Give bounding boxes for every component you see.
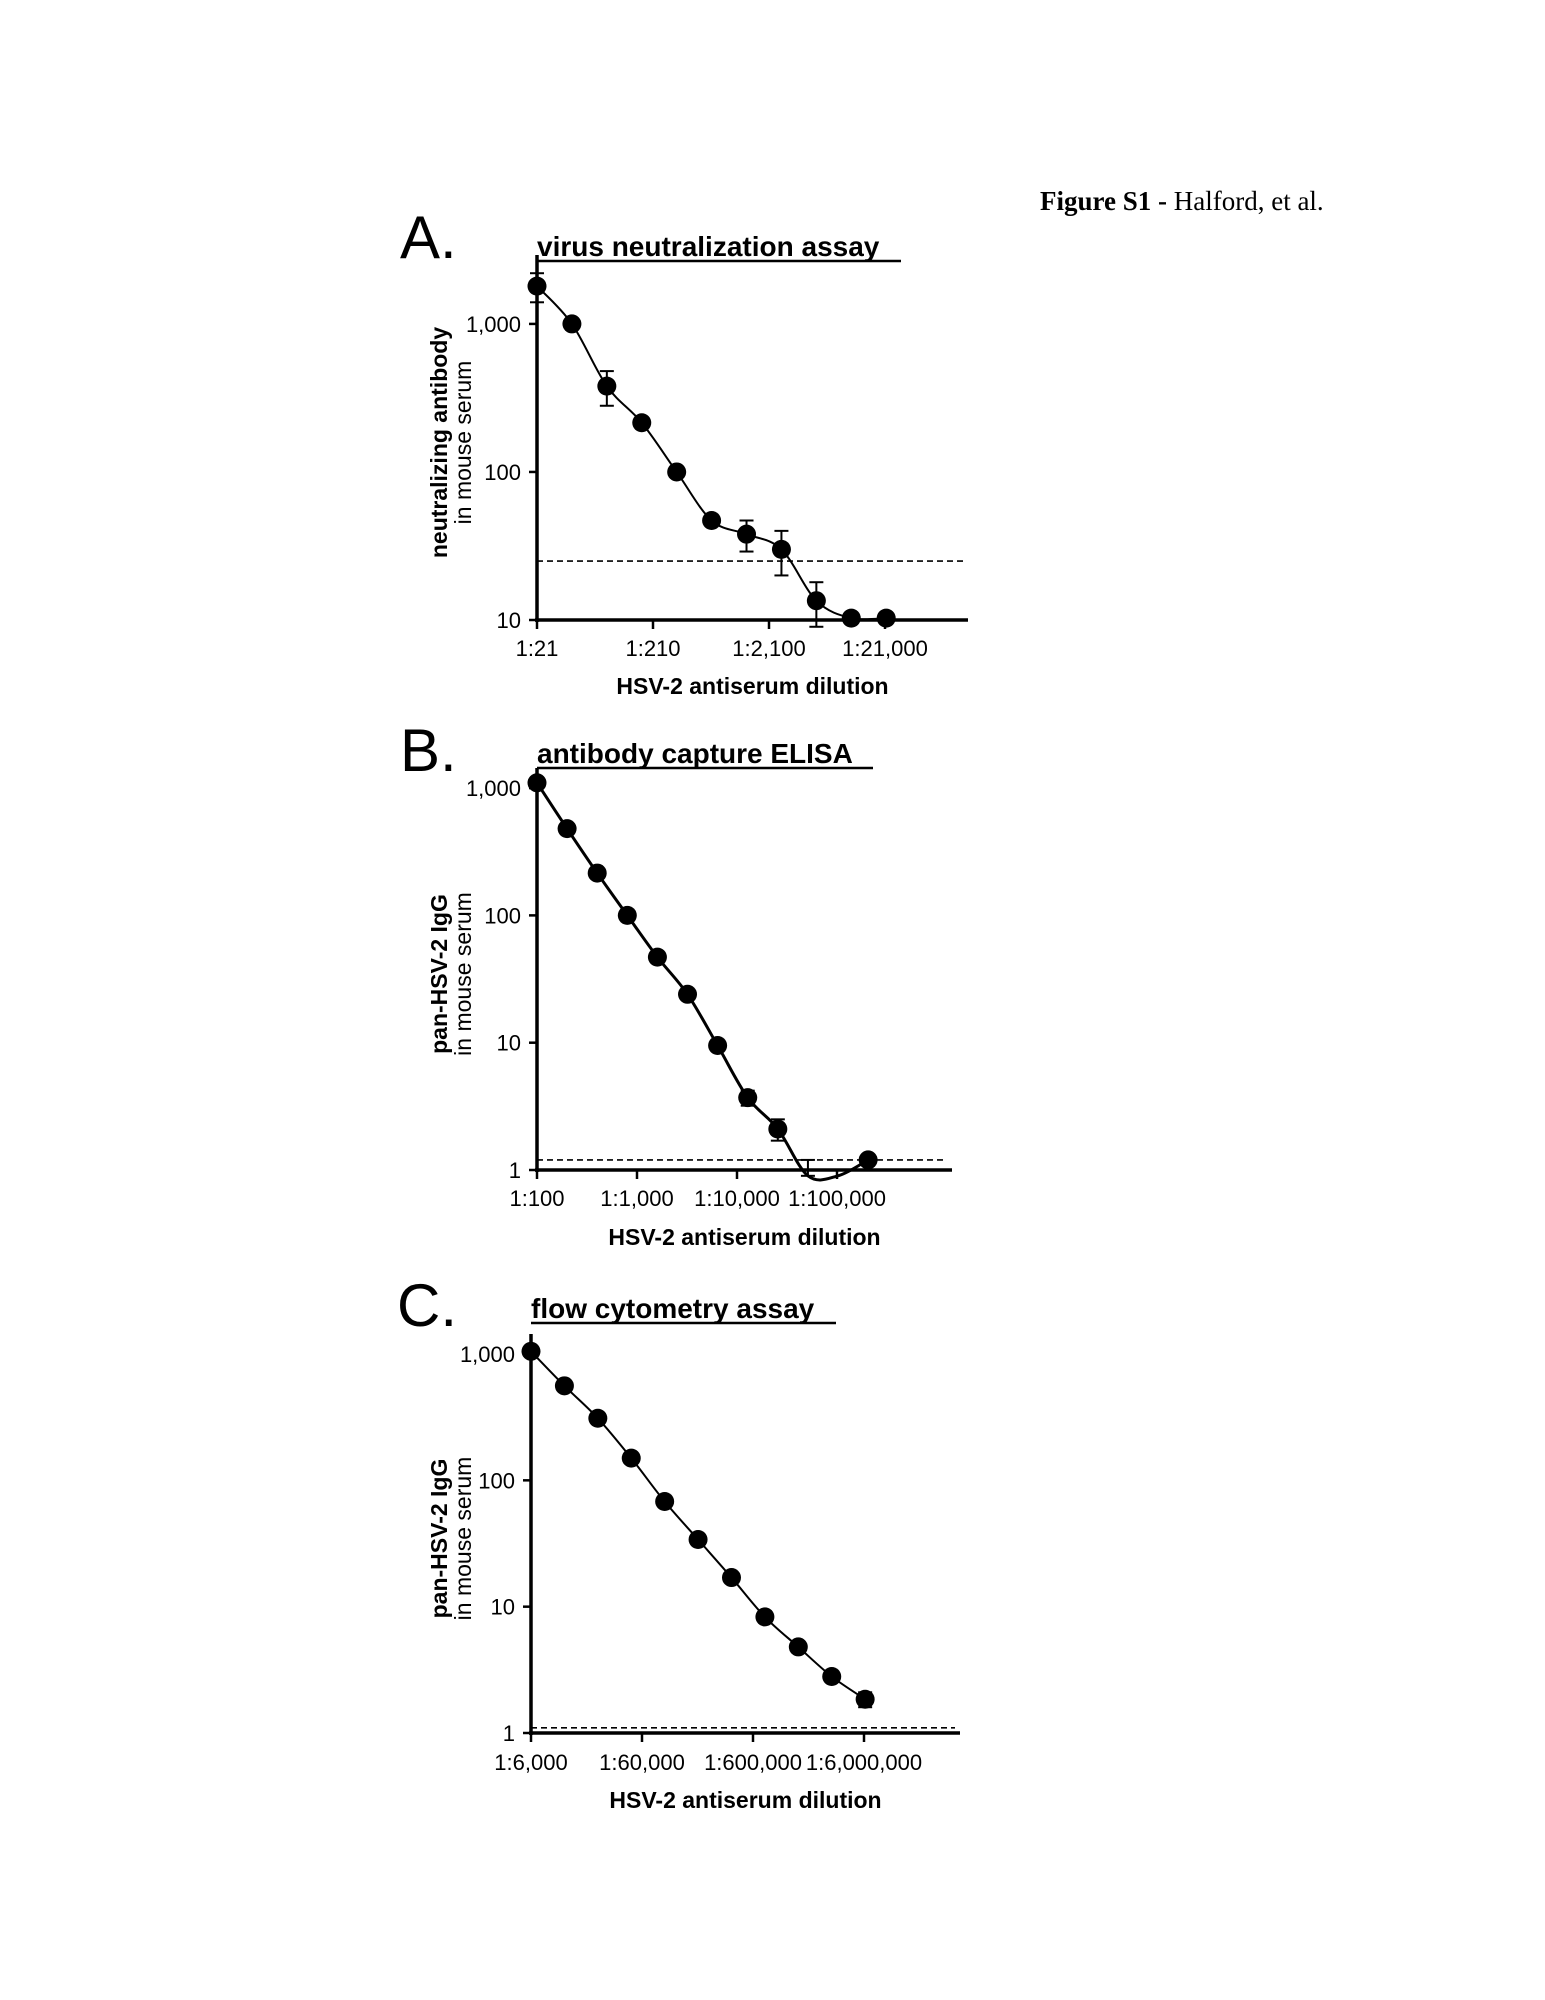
y-tick-label: 1,000 — [465, 776, 521, 802]
data-point — [807, 591, 826, 610]
data-point — [622, 1449, 641, 1468]
y-tick-label: 100 — [484, 459, 521, 485]
data-point — [522, 1342, 541, 1361]
data-point — [856, 1690, 875, 1709]
data-point — [772, 540, 791, 559]
panel-letter: B. — [400, 717, 457, 784]
series-line-group — [537, 286, 886, 619]
y-tick-label: 1 — [508, 1158, 521, 1183]
data-point — [597, 377, 616, 396]
data-point — [737, 525, 756, 544]
data-point — [528, 277, 547, 296]
data-point — [562, 314, 581, 333]
y-axis-title: pan-HSV-2 IgG — [426, 894, 452, 1054]
panel-letter: C. — [397, 1272, 457, 1339]
series-line — [531, 1351, 865, 1699]
chart-title: antibody capture ELISA — [537, 738, 853, 769]
y-axis-title: neutralizing antibody — [426, 326, 452, 559]
data-point — [648, 948, 667, 967]
y-tick-label: 1,000 — [465, 311, 521, 337]
x-tick-label: 1:6,000 — [494, 1750, 568, 1775]
figure-caption-authors: Halford, et al. — [1167, 186, 1324, 216]
data-point — [859, 1150, 878, 1169]
chart-panel-2 — [400, 717, 952, 1250]
x-tick-label: 1:21,000 — [842, 636, 928, 661]
y-tick-label: 10 — [490, 1594, 515, 1620]
y-tick-label: 100 — [478, 1468, 515, 1494]
data-point — [618, 906, 637, 925]
series-line-group — [537, 783, 868, 1180]
y-tick-label: 1 — [502, 1721, 515, 1746]
x-axis-title: HSV-2 antiserum dilution — [609, 1787, 882, 1813]
data-point — [558, 819, 577, 838]
data-point — [708, 1036, 727, 1055]
chart-panel-1 — [400, 204, 968, 699]
x-tick-label: 1:60,000 — [599, 1750, 685, 1775]
x-axis-title: HSV-2 antiserum dilution — [616, 673, 889, 699]
data-point — [689, 1530, 708, 1549]
data-point — [667, 462, 686, 481]
x-tick-label: 1:6,000,000 — [805, 1750, 923, 1775]
figure-caption-label: Figure S1 - — [1040, 186, 1167, 216]
data-point — [722, 1568, 741, 1587]
data-point — [842, 609, 861, 628]
data-point — [632, 413, 651, 432]
chart-title: flow cytometry assay — [531, 1293, 815, 1324]
data-point — [588, 1409, 607, 1428]
data-point — [588, 864, 607, 883]
x-tick-label: 1:210 — [625, 636, 681, 661]
series-line — [537, 783, 868, 1180]
y-tick-label: 10 — [496, 1030, 521, 1056]
data-point — [755, 1607, 774, 1626]
data-point — [655, 1492, 674, 1511]
y-tick-label: 1,000 — [459, 1342, 515, 1368]
x-tick-label: 1:21 — [515, 636, 559, 661]
x-tick-label: 1:600,000 — [704, 1750, 802, 1775]
data-point — [678, 985, 697, 1004]
x-tick-label: 1:10,000 — [694, 1186, 780, 1211]
data-point — [822, 1667, 841, 1686]
data-point — [738, 1088, 757, 1107]
chart-panel-3 — [397, 1272, 960, 1813]
series-line-group — [531, 1351, 865, 1699]
data-point — [768, 1119, 787, 1138]
y-tick-label: 100 — [484, 903, 521, 929]
y-tick-label: 10 — [496, 608, 521, 633]
data-point — [789, 1637, 808, 1656]
x-tick-label: 1:2,100 — [732, 636, 806, 661]
panel-letter: A. — [400, 204, 457, 271]
y-axis-title: pan-HSV-2 IgG — [426, 1458, 452, 1619]
x-tick-label: 1:100,000 — [788, 1186, 886, 1211]
y-axis-subtitle: in mouse serum — [450, 892, 476, 1056]
data-point — [877, 609, 896, 628]
data-point — [702, 511, 721, 530]
x-axis-title: HSV-2 antiserum dilution — [608, 1224, 881, 1250]
data-point — [555, 1376, 574, 1395]
data-point — [528, 773, 547, 792]
chart-title: virus neutralization assay — [537, 231, 880, 262]
x-tick-label: 1:100 — [509, 1186, 565, 1211]
y-axis-subtitle: in mouse serum — [450, 1456, 476, 1621]
x-tick-label: 1:1,000 — [600, 1186, 674, 1211]
y-axis-subtitle: in mouse serum — [450, 360, 476, 525]
series-line — [537, 286, 886, 619]
